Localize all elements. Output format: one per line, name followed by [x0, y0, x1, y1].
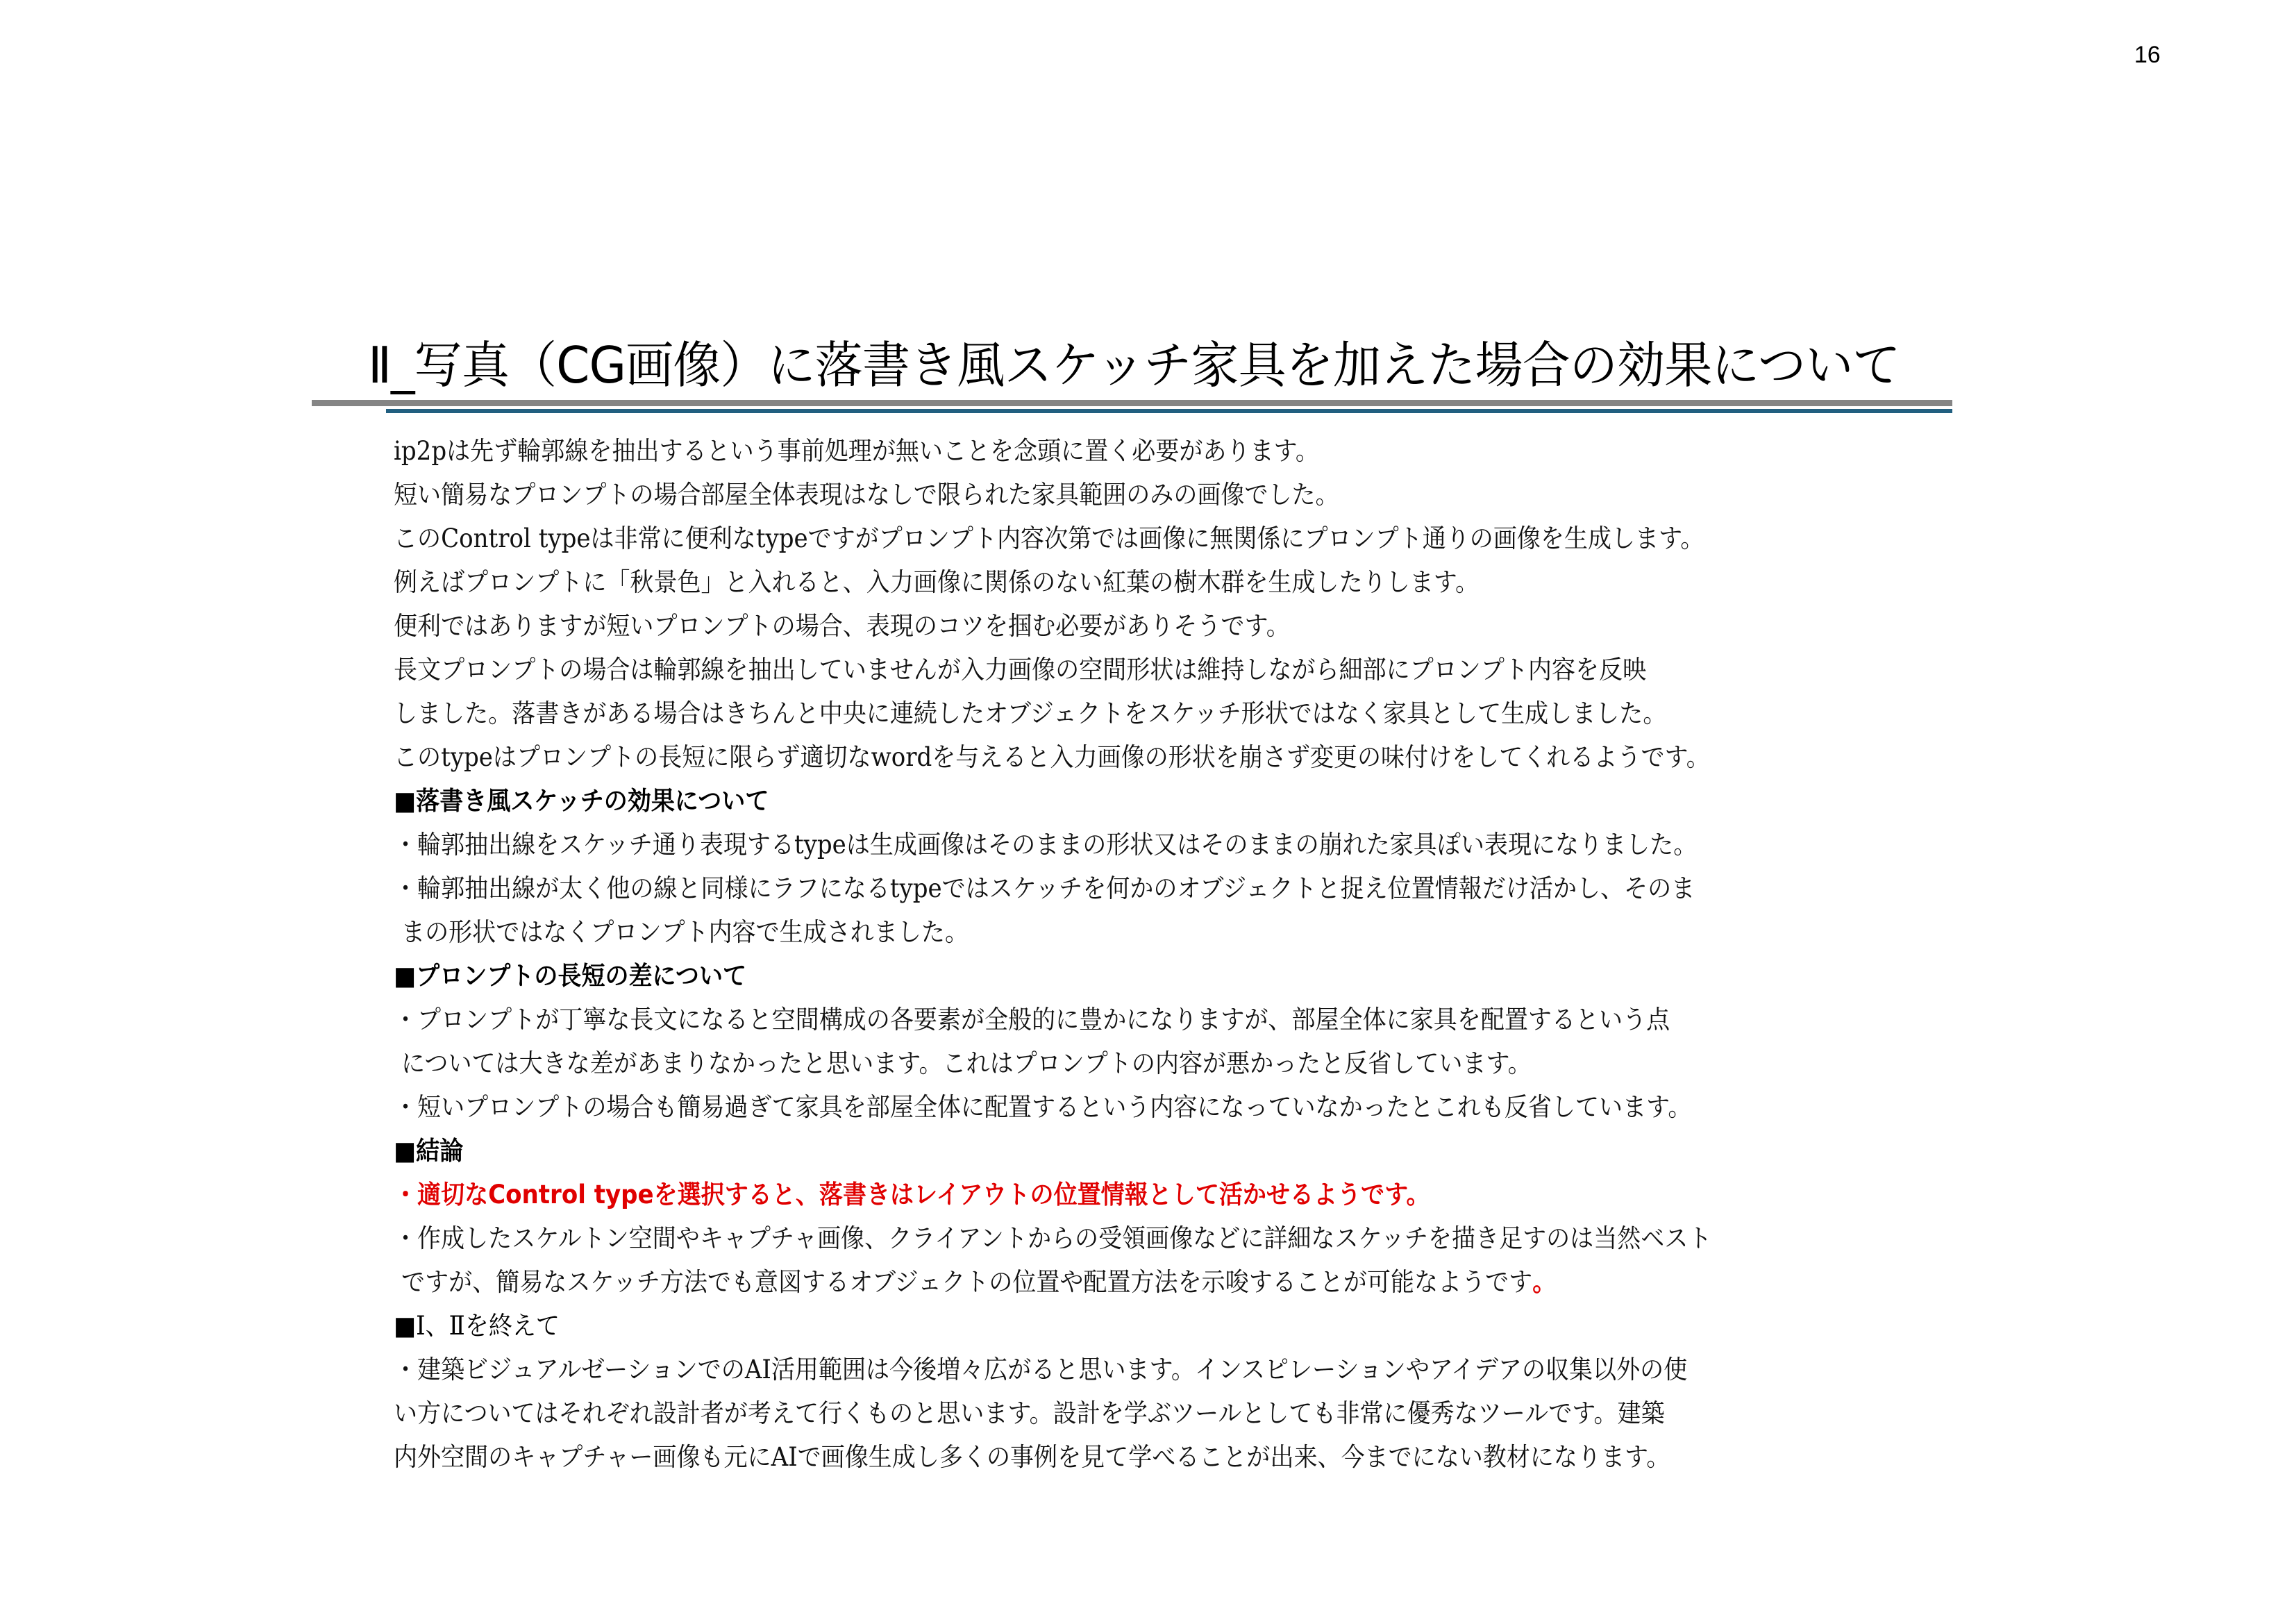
red-period-mark: 。 — [1532, 1266, 1557, 1297]
intro-line: 便利ではありますが短いプロンプトの場合、表現のコツを掴む必要がありそうです。 — [394, 611, 1290, 641]
title-underline-gray — [312, 400, 1952, 406]
intro-line: このtypeはプロンプトの長短に限らず適切なwordを与えると入力画像の形状を崩さず変更の味付けをしてくれるようです。 — [394, 742, 1710, 772]
section-sketch-effect — [394, 779, 1991, 954]
bullet-continuation — [394, 1260, 1863, 1304]
bullet-line: ・建築ビジュアルゼーションでのAI活用範囲は今後増々広がると思います。インスピレーションやアイデアの収集以外の使 — [394, 1355, 1688, 1384]
title-underline-blue — [386, 409, 1952, 413]
bullet-line: ・プロンプトが丁寧な長文になると空間構成の各要素が全般的に豊かになりますが、部屋全体に家具を配置するという点 — [394, 1005, 1670, 1035]
bullet-line: ・短いプロンプトの場合も簡易過ぎて家具を部屋全体に配置するという内容になっていなかったとこれも反省しています。 — [394, 1092, 1692, 1122]
intro-line: 例えばプロンプトに「秋景色」と入れると、入力画像に関係のない紅葉の樹木群を生成したりします。 — [394, 567, 1480, 597]
intro-line: ip2pは先ず輪郭線を抽出するという事前処理が無いことを念頭に置く必要があります。 — [394, 436, 1319, 466]
section-heading: ■落書き風スケッチの効果について — [394, 786, 769, 816]
section-conclusion — [394, 1129, 1991, 1304]
bullet-line: ・作成したスケルトン空間やキャプチャ画像、クライアントからの受領画像などに詳細なスケッチを描き足すのは当然ベスト — [394, 1223, 1712, 1253]
section-prompt-length — [394, 954, 1991, 1129]
bullet-continuation: まの形状ではなくプロンプト内容で生成されました。 — [401, 917, 969, 947]
section-heading: ■Ⅰ、Ⅱを終えて — [394, 1311, 560, 1341]
intro-paragraph — [394, 429, 1991, 779]
intro-line: しました。落書きがある場合はきちんと中央に連続したオブジェクトをスケッチ形状ではなく家具として生成しました。 — [394, 698, 1667, 728]
bullet-continuation: については大きな差があまりなかったと思います。これはプロンプトの内容が悪かったと反省しています。 — [401, 1048, 1532, 1078]
page-title: Ⅱ_写真（CG画像）に落書き風スケッチ家具を加えた場合の効果について — [368, 336, 1900, 394]
conclusion-highlight: ・適切なControl typeを選択すると、落書きはレイアウトの位置情報として活かせるようです。 — [394, 1180, 1430, 1209]
intro-line: 長文プロンプトの場合は輪郭線を抽出していませんが入力画像の空間形状は維持しながら細部にプロンプト内容を反映 — [394, 655, 1647, 685]
section-heading: ■結論 — [394, 1136, 464, 1166]
continuation-text: ですが、簡易なスケッチ方法でも意図するオブジェクトの位置や配置方法を示唆することが可能なようです — [401, 1267, 1533, 1297]
intro-line: このControl typeは非常に便利なtypeですがプロンプト内容次第では画像に無関係にプロンプト通りの画像を生成します。 — [394, 524, 1704, 553]
bullet-continuation: い方についてはそれぞれ設計者が考えて行くものと思います。設計を学ぶツールとしても非常に優秀なツールです。建築 — [394, 1398, 1665, 1428]
section-wrap-up — [394, 1304, 1991, 1479]
page-number: 16 — [2134, 42, 2161, 68]
document-body — [394, 429, 1991, 1479]
section-heading: ■プロンプトの長短の差について — [394, 961, 747, 991]
bullet-line: ・輪郭抽出線をスケッチ通り表現するtypeは生成画像はそのままの形状又はそのままの崩れた家具ぽい表現になりました。 — [394, 830, 1698, 860]
intro-line: 短い簡易なプロンプトの場合部屋全体表現はなしで限られた家具範囲のみの画像でした。 — [394, 480, 1339, 510]
bullet-continuation: 内外空間のキャプチャー画像も元にAIで画像生成し多くの事例を見て学べることが出来、今までにない教材になります。 — [394, 1442, 1670, 1472]
bullet-line: ・輪郭抽出線が太く他の線と同様にラフになるtypeではスケッチを何かのオブジェクトと捉え位置情報だけ活かし、そのま — [394, 873, 1695, 903]
